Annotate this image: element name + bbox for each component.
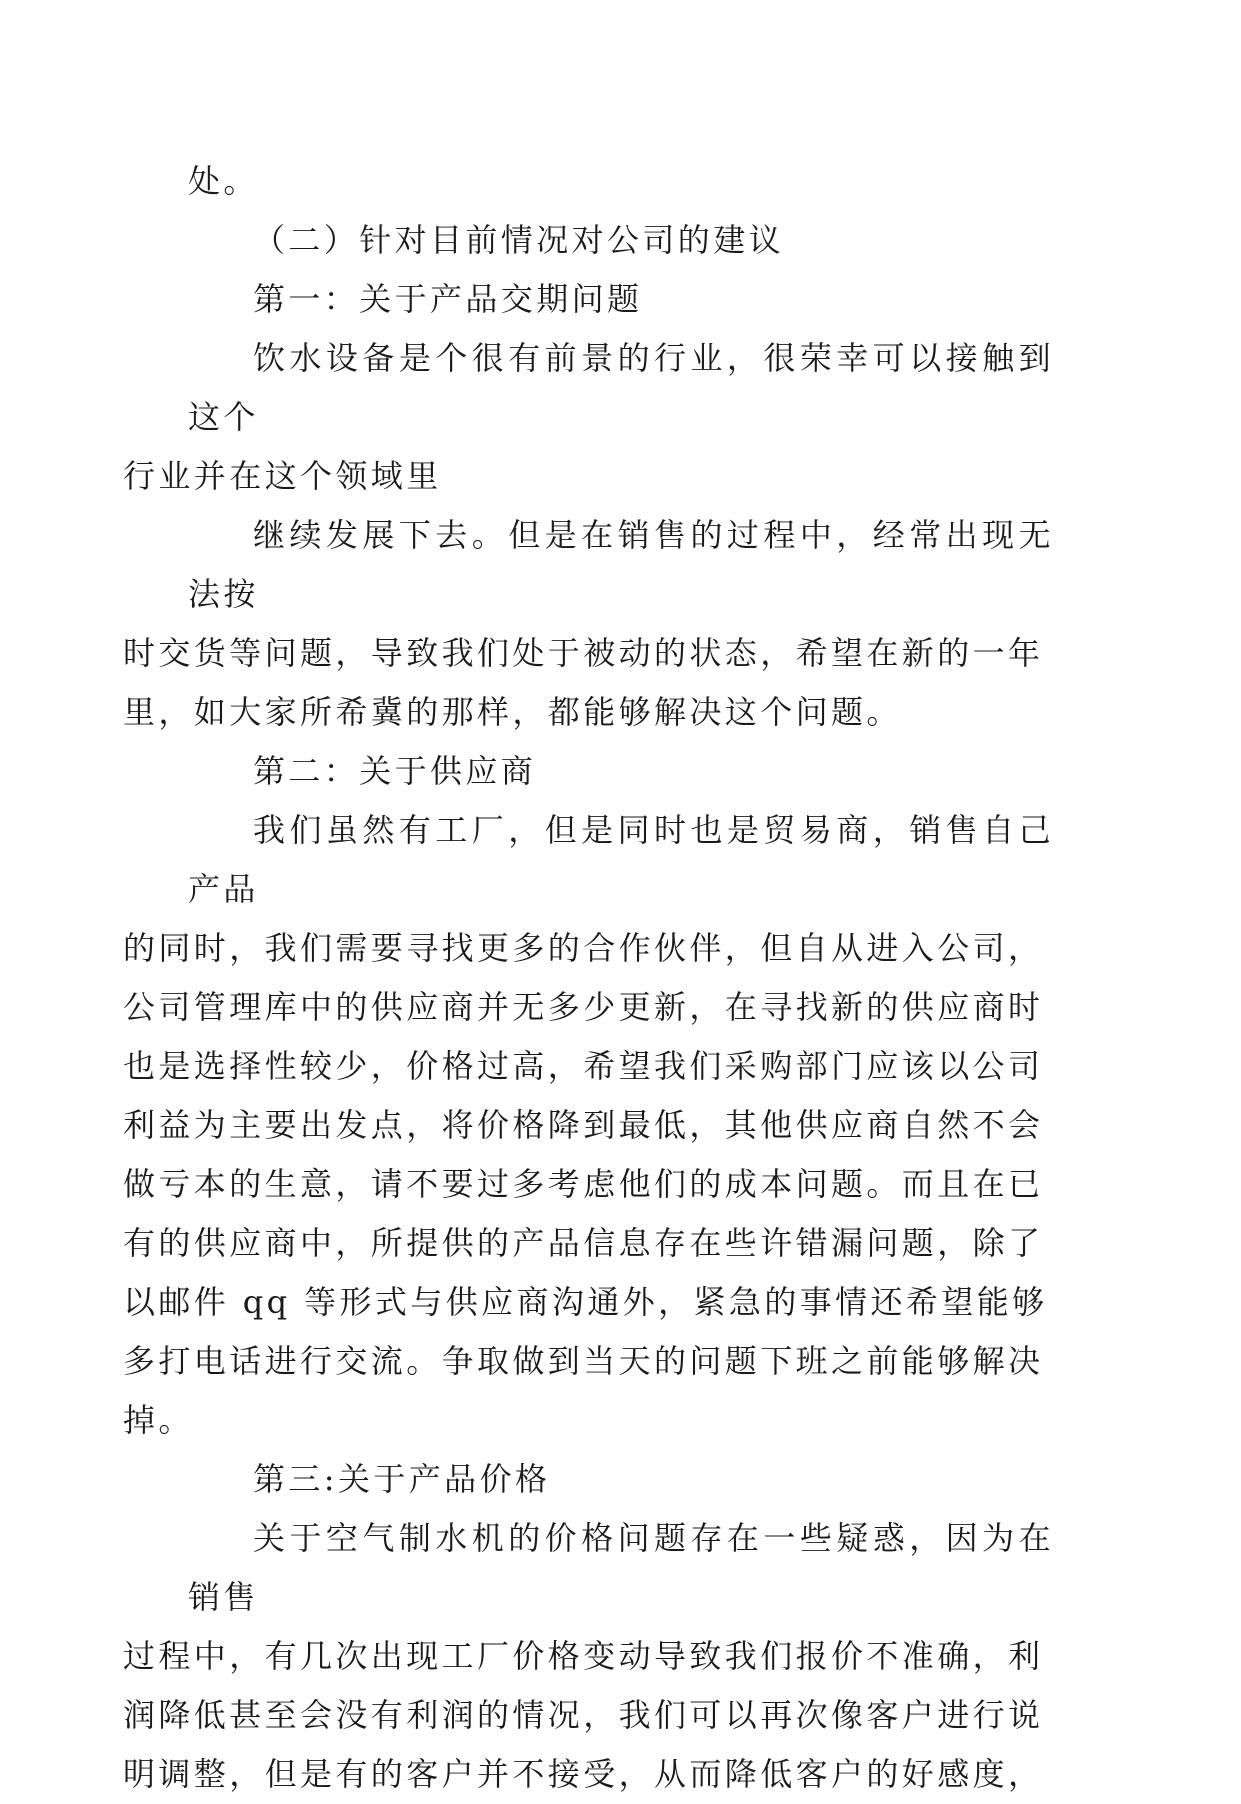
text-line: 有的供应商中，所提供的产品信息存在些许错漏问题，除了 bbox=[123, 1224, 1044, 1262]
text-line: 公司管理库中的供应商并无多少更新，在寻找新的供应商时 bbox=[123, 988, 1044, 1026]
text-line: 做亏本的生意，请不要过多考虑他们的成本问题。而且在已 bbox=[123, 1165, 1044, 1203]
subsection-heading-price bbox=[188, 1450, 1054, 1509]
text-line: 也是选择性较少，价格过高，希望我们采购部门应该以公司 bbox=[123, 1047, 1044, 1085]
paragraph-price bbox=[123, 1509, 1054, 1804]
paragraph-continuation bbox=[188, 152, 1054, 211]
text-line: 润降低甚至会没有利润的情况，我们可以再次像客户进行说 bbox=[123, 1696, 1044, 1734]
text-line: 行业并在这个领域里 bbox=[123, 457, 442, 495]
text-line: 利益为主要出发点，将价格降到最低，其他供应商自然不会 bbox=[123, 1106, 1044, 1144]
text-line: 里，如大家所希冀的那样，都能够解决这个问题。 bbox=[123, 693, 902, 731]
subsection-heading-supplier bbox=[188, 742, 1054, 801]
text-line: 第二：关于供应商 bbox=[253, 752, 537, 790]
paragraph-industry bbox=[123, 329, 1054, 506]
subsection-heading-delivery bbox=[188, 270, 1054, 329]
text-line: 处。 bbox=[188, 162, 259, 200]
text-line: 时交货等问题，导致我们处于被动的状态，希望在新的一年 bbox=[123, 634, 1044, 672]
text-line: 关于空气制水机的价格问题存在一些疑惑，因为在销售 bbox=[188, 1519, 1054, 1616]
text-line: 第三:关于产品价格 bbox=[253, 1460, 551, 1498]
paragraph-supplier bbox=[123, 801, 1054, 1450]
document-body bbox=[123, 152, 1054, 1804]
section-heading bbox=[188, 211, 1054, 270]
text-line: 第一：关于产品交期问题 bbox=[253, 280, 643, 318]
text-line: 多打电话进行交流。争取做到当天的问题下班之前能够解决 bbox=[123, 1342, 1044, 1380]
text-line: 过程中，有几次出现工厂价格变动导致我们报价不准确，利 bbox=[123, 1637, 1044, 1675]
text-line: 的同时，我们需要寻找更多的合作伙伴，但自从进入公司， bbox=[123, 929, 1044, 967]
text-line: 继续发展下去。但是在销售的过程中，经常出现无法按 bbox=[188, 516, 1054, 613]
text-line: 掉。 bbox=[123, 1401, 194, 1439]
text-line: 以邮件 qq 等形式与供应商沟通外，紧急的事情还希望能够 bbox=[123, 1283, 1048, 1321]
text-line: （二）针对目前情况对公司的建议 bbox=[253, 221, 785, 259]
text-line: 明调整，但是有的客户并不接受，从而降低客户的好感度， bbox=[123, 1755, 1044, 1793]
paragraph-delivery-issue bbox=[123, 506, 1054, 742]
text-line: 饮水设备是个很有前景的行业，很荣幸可以接触到这个 bbox=[188, 339, 1054, 436]
text-line: 我们虽然有工厂，但是同时也是贸易商，销售自己产品 bbox=[188, 811, 1054, 908]
